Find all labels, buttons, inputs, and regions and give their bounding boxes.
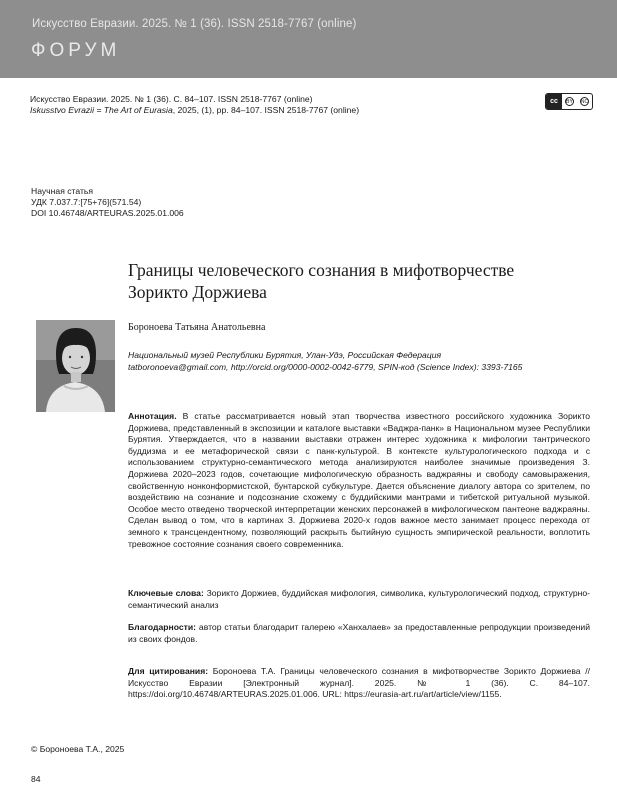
citation-line-ru: Искусство Евразии. 2025. № 1 (36). С. 84–107. ISSN 2518-7767 (online): [30, 94, 313, 104]
article-title: [128, 259, 588, 303]
author-name: Бороноева Татьяна Анатольевна: [128, 322, 266, 333]
copyright-notice: © Бороноева Т.А., 2025: [31, 744, 125, 754]
header-section-title: ФОРУМ: [31, 40, 121, 61]
keywords-label: Ключевые слова:: [128, 588, 204, 598]
cc-by-label: BY: [566, 98, 573, 105]
cc-nc-label: NC: [580, 98, 589, 105]
citation-lines: [30, 94, 359, 116]
article-type: Научная статья: [31, 186, 94, 196]
how-to-cite-label: Для цитирования:: [128, 666, 209, 676]
article-title-line1: Границы человеческого сознания в мифотворчестве: [128, 260, 515, 280]
article-meta: [31, 186, 184, 219]
keywords-text: Зорикто Доржиев, буддийская мифология, символика, культурологический подход, структурно-семантический анализ: [128, 588, 590, 610]
citation-details-en: , 2025, (1), pp. 84–107. ISSN 2518-7767 (online): [172, 105, 360, 115]
author-affiliation-block: [128, 349, 588, 373]
author-portrait-image: [36, 320, 115, 412]
acknowledgements-text: автор статьи благодарит галерею «Ханхалаев» за предоставленные репродукции произведений из своих фондов.: [128, 622, 590, 644]
author-affiliation: Национальный музей Республики Бурятия, Улан-Удэ, Российская Федерация: [128, 350, 442, 360]
journal-header-band: [0, 0, 617, 78]
author-photo: [36, 320, 115, 412]
acknowledgements: [128, 622, 590, 645]
cc-conditions: [562, 97, 592, 106]
how-to-cite-text[interactable]: Бороноева Т.А. Границы человеческого сознания в мифотворчестве Зорикто Доржиева // Искусство Евразии [Электронный журнал]. 2025. № 1 (36). С. 84–107. https://doi.org/10.46748/ARTEURAS.2025.01.006. URL: https://eurasia-art.ru/art/article/view/1155.: [128, 666, 590, 700]
abstract-label: Аннотация.: [128, 411, 177, 421]
author-contacts[interactable]: tatboronoeva@gmail.com, http://orcid.org/0000-0002-0042-6779, SPIN-код (Science Index): 3393-7165: [128, 362, 523, 372]
abstract-text: В статье рассматривается новый этап творчества известного российского художника Зорикто Доржиева, представленный в экспозиции и каталоге выставки «Ваджра-панк» в Национальном музее Республики Бурятия. Утверждается, что в названии выставки отражен интерес художника к мифологии тантрического буддизма и ее метафорической связи с панк-культурой. В контексте культурологического подхода и с использованием структурно-семантического метода анализируются наиболее значимые произведения З. Доржиева 2020–2023 годов, сочетающие мифологическую образность ваджраяны и свободу самовыражения, свойственную нонконформистской, бунтарской субкультуре. Дается объяснение диалогу автора со зрителем, по воздействию на сознание и подсознание схожему с буддийскими мантрами и тибетской ритуальной музыкой. Особое место отведено творческой интерпретации женских персонажей в мифологическом пантеоне ваджраяны. Сделан вывод о том, что в картинах З. Доржиева 2020-х годов важное место занимает процесс перехода от земного к трансцендентному, позволяющий раскрыть бытийную сущность эмпирической реальности, воплотить тревожное состояние сознания своего современника.: [128, 411, 590, 549]
acknowledgements-label: Благодарности:: [128, 622, 196, 632]
cc-license-badge[interactable]: [545, 93, 593, 110]
citation-journal-en: Iskusstvo Evrazii = The Art of Eurasia: [30, 105, 173, 115]
citation-line-en: [30, 105, 359, 116]
how-to-cite: [128, 666, 590, 701]
cc-nc-icon: [580, 97, 589, 106]
article-title-line2: Зорикто Доржиева: [128, 282, 267, 302]
keywords: [128, 588, 590, 611]
udc-code: УДК 7.037.7:[75+76](571.54): [31, 197, 142, 207]
header-journal-line: Искусство Евразии. 2025. № 1 (36). ISSN 2518-7767 (online): [32, 18, 357, 30]
doi-line: DOI 10.46748/ARTEURAS.2025.01.006: [31, 208, 184, 218]
cc-icon: cc: [546, 94, 562, 109]
abstract: [128, 411, 590, 550]
cc-by-icon: [565, 97, 574, 106]
page-number: 84: [31, 774, 41, 784]
